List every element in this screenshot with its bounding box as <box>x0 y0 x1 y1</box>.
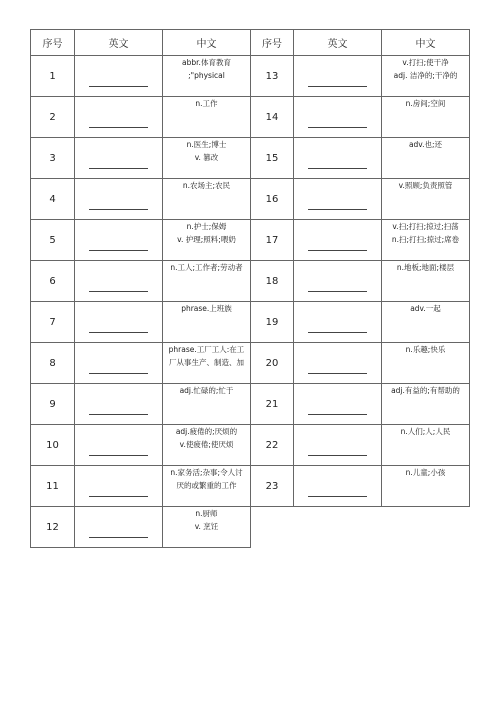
chinese-meaning-line: n.乐趣;快乐 <box>405 345 446 354</box>
answer-blank-line[interactable] <box>308 250 367 251</box>
chinese-meaning-cell <box>382 343 470 384</box>
chinese-meaning-cell <box>163 56 251 97</box>
chinese-meaning-cell <box>163 507 251 548</box>
chinese-meaning-line: adj.有益的;有帮助的 <box>391 386 460 395</box>
chinese-meaning-cell <box>163 343 251 384</box>
table-row <box>31 302 470 343</box>
entry-number: 16 <box>251 179 294 220</box>
english-answer-cell[interactable] <box>75 261 163 302</box>
chinese-meaning-cell <box>382 302 470 343</box>
english-answer-cell[interactable] <box>75 302 163 343</box>
chinese-meaning-line: adv.也;还 <box>408 140 443 149</box>
table-row <box>31 179 470 220</box>
chinese-meaning-line: n.家务活;杂事;令人讨 <box>170 468 243 477</box>
english-answer-cell[interactable] <box>294 384 382 425</box>
chinese-meaning-cell <box>382 425 470 466</box>
table-row <box>31 384 470 425</box>
answer-blank-line[interactable] <box>89 209 148 210</box>
answer-blank-line[interactable] <box>308 127 367 128</box>
empty-cell <box>294 507 382 548</box>
entry-number: 20 <box>251 343 294 384</box>
answer-blank-line[interactable] <box>89 332 148 333</box>
answer-blank-line[interactable] <box>89 168 148 169</box>
table-row <box>31 97 470 138</box>
chinese-meaning-cell <box>163 97 251 138</box>
chinese-meaning-line: n.儿童;小孩 <box>405 468 446 477</box>
chinese-meaning-line: n.地板;地面;楼层 <box>396 263 455 272</box>
header-chinese: 中文 <box>163 30 251 56</box>
answer-blank-line[interactable] <box>308 373 367 374</box>
entry-number: 2 <box>31 97 75 138</box>
chinese-meaning-line: n.工作 <box>195 99 218 108</box>
chinese-meaning-line: adv.一起 <box>410 304 441 313</box>
entry-number: 6 <box>31 261 75 302</box>
chinese-meaning-line: v.照顾;负责照管 <box>398 181 453 190</box>
chinese-meaning-line: v. 护理;照料;喂奶 <box>177 235 236 244</box>
answer-blank-line[interactable] <box>308 455 367 456</box>
entry-number: 14 <box>251 97 294 138</box>
chinese-meaning-line: 厂从事生产、制造、加 <box>169 358 244 367</box>
vocabulary-table <box>30 29 470 548</box>
chinese-meaning-cell <box>382 56 470 97</box>
english-answer-cell[interactable] <box>75 179 163 220</box>
english-answer-cell[interactable] <box>75 507 163 548</box>
chinese-meaning-line: n.扫;打扫;掠过;席卷 <box>391 235 460 244</box>
entry-number: 19 <box>251 302 294 343</box>
answer-blank-line[interactable] <box>89 86 148 87</box>
answer-blank-line[interactable] <box>89 455 148 456</box>
entry-number: 3 <box>31 138 75 179</box>
answer-blank-line[interactable] <box>89 373 148 374</box>
chinese-meaning-cell <box>163 384 251 425</box>
chinese-meaning-line: abbr.体育教育 <box>182 58 231 67</box>
entry-number: 17 <box>251 220 294 261</box>
english-answer-cell[interactable] <box>75 138 163 179</box>
header-chinese: 中文 <box>382 30 470 56</box>
chinese-meaning-line: 厌的或繁重的工作 <box>176 481 237 490</box>
entry-number: 15 <box>251 138 294 179</box>
chinese-meaning-cell <box>163 466 251 507</box>
answer-blank-line[interactable] <box>89 537 148 538</box>
answer-blank-line[interactable] <box>89 291 148 292</box>
chinese-meaning-cell <box>163 302 251 343</box>
english-answer-cell[interactable] <box>294 220 382 261</box>
chinese-meaning-cell <box>382 384 470 425</box>
entry-number: 21 <box>251 384 294 425</box>
chinese-meaning-cell <box>163 138 251 179</box>
header-english: 英文 <box>294 30 382 56</box>
english-answer-cell[interactable] <box>75 384 163 425</box>
chinese-meaning-cell <box>163 220 251 261</box>
english-answer-cell[interactable] <box>75 220 163 261</box>
answer-blank-line[interactable] <box>308 168 367 169</box>
entry-number: 12 <box>31 507 75 548</box>
entry-number: 11 <box>31 466 75 507</box>
chinese-meaning-cell <box>382 138 470 179</box>
chinese-meaning-line: adj. 洁净的;干净的 <box>393 71 458 80</box>
table-row <box>31 343 470 384</box>
chinese-meaning-cell <box>382 220 470 261</box>
chinese-meaning-line: ;"physical <box>188 71 225 80</box>
chinese-meaning-cell <box>163 179 251 220</box>
english-answer-cell[interactable] <box>294 466 382 507</box>
chinese-meaning-line: n.人们;人;人民 <box>400 427 451 436</box>
chinese-meaning-cell <box>382 466 470 507</box>
table-row <box>31 138 470 179</box>
answer-blank-line[interactable] <box>308 291 367 292</box>
answer-blank-line[interactable] <box>89 250 148 251</box>
table-row <box>31 466 470 507</box>
empty-cell <box>251 507 294 548</box>
entry-number: 22 <box>251 425 294 466</box>
entry-number: 7 <box>31 302 75 343</box>
answer-blank-line[interactable] <box>308 414 367 415</box>
chinese-meaning-line: phrase.上班族 <box>181 304 232 313</box>
chinese-meaning-line: v.扫;打扫;掠过;扫荡 <box>392 222 459 231</box>
chinese-meaning-line: n.护士;保姆 <box>186 222 227 231</box>
chinese-meaning-line: adj.忙碌的;忙于 <box>179 386 234 395</box>
english-answer-cell[interactable] <box>294 56 382 97</box>
entry-number: 9 <box>31 384 75 425</box>
chinese-meaning-line: v. 烹饪 <box>194 522 219 531</box>
entry-number: 10 <box>31 425 75 466</box>
chinese-meaning-line: v.使疲倦;使厌烦 <box>179 440 234 449</box>
english-answer-cell[interactable] <box>75 97 163 138</box>
english-answer-cell[interactable] <box>75 425 163 466</box>
english-answer-cell[interactable] <box>294 97 382 138</box>
chinese-meaning-line: v. 篡改 <box>194 153 219 162</box>
answer-blank-line[interactable] <box>308 86 367 87</box>
entry-number: 8 <box>31 343 75 384</box>
chinese-meaning-line: n.医生;博士 <box>186 140 227 149</box>
header-row <box>31 30 470 56</box>
chinese-meaning-cell <box>382 97 470 138</box>
chinese-meaning-line: n.厨师 <box>195 509 218 518</box>
english-answer-cell[interactable] <box>75 343 163 384</box>
english-answer-cell[interactable] <box>75 56 163 97</box>
header-number: 序号 <box>251 30 294 56</box>
english-answer-cell[interactable] <box>294 138 382 179</box>
chinese-meaning-cell <box>382 179 470 220</box>
english-answer-cell[interactable] <box>294 425 382 466</box>
entry-number: 23 <box>251 466 294 507</box>
table-row <box>31 56 470 97</box>
table-body <box>31 56 470 548</box>
answer-blank-line[interactable] <box>308 209 367 210</box>
header-number: 序号 <box>31 30 75 56</box>
table-row <box>31 261 470 302</box>
english-answer-cell[interactable] <box>294 302 382 343</box>
table-row <box>31 425 470 466</box>
chinese-meaning-line: adj.疲倦的;厌烦的 <box>175 427 238 436</box>
answer-blank-line[interactable] <box>89 414 148 415</box>
chinese-meaning-line: phrase.工厂工人:在工 <box>168 345 245 354</box>
english-answer-cell[interactable] <box>294 343 382 384</box>
english-answer-cell[interactable] <box>294 261 382 302</box>
entry-number: 1 <box>31 56 75 97</box>
chinese-meaning-cell <box>382 261 470 302</box>
entry-number: 13 <box>251 56 294 97</box>
empty-cell <box>382 507 470 548</box>
english-answer-cell[interactable] <box>75 466 163 507</box>
table-row <box>31 220 470 261</box>
chinese-meaning-line: n.房间;空间 <box>405 99 446 108</box>
chinese-meaning-cell <box>163 261 251 302</box>
chinese-meaning-line: v.打扫;使干净 <box>402 58 449 67</box>
answer-blank-line[interactable] <box>308 332 367 333</box>
chinese-meaning-cell <box>163 425 251 466</box>
answer-blank-line[interactable] <box>89 496 148 497</box>
entry-number: 18 <box>251 261 294 302</box>
answer-blank-line[interactable] <box>89 127 148 128</box>
table-row <box>31 507 470 548</box>
answer-blank-line[interactable] <box>308 496 367 497</box>
english-answer-cell[interactable] <box>294 179 382 220</box>
entry-number: 4 <box>31 179 75 220</box>
chinese-meaning-line: n.工人;工作者;劳动者 <box>170 263 243 272</box>
entry-number: 5 <box>31 220 75 261</box>
chinese-meaning-line: n.农场主;农民 <box>182 181 231 190</box>
header-english: 英文 <box>75 30 163 56</box>
